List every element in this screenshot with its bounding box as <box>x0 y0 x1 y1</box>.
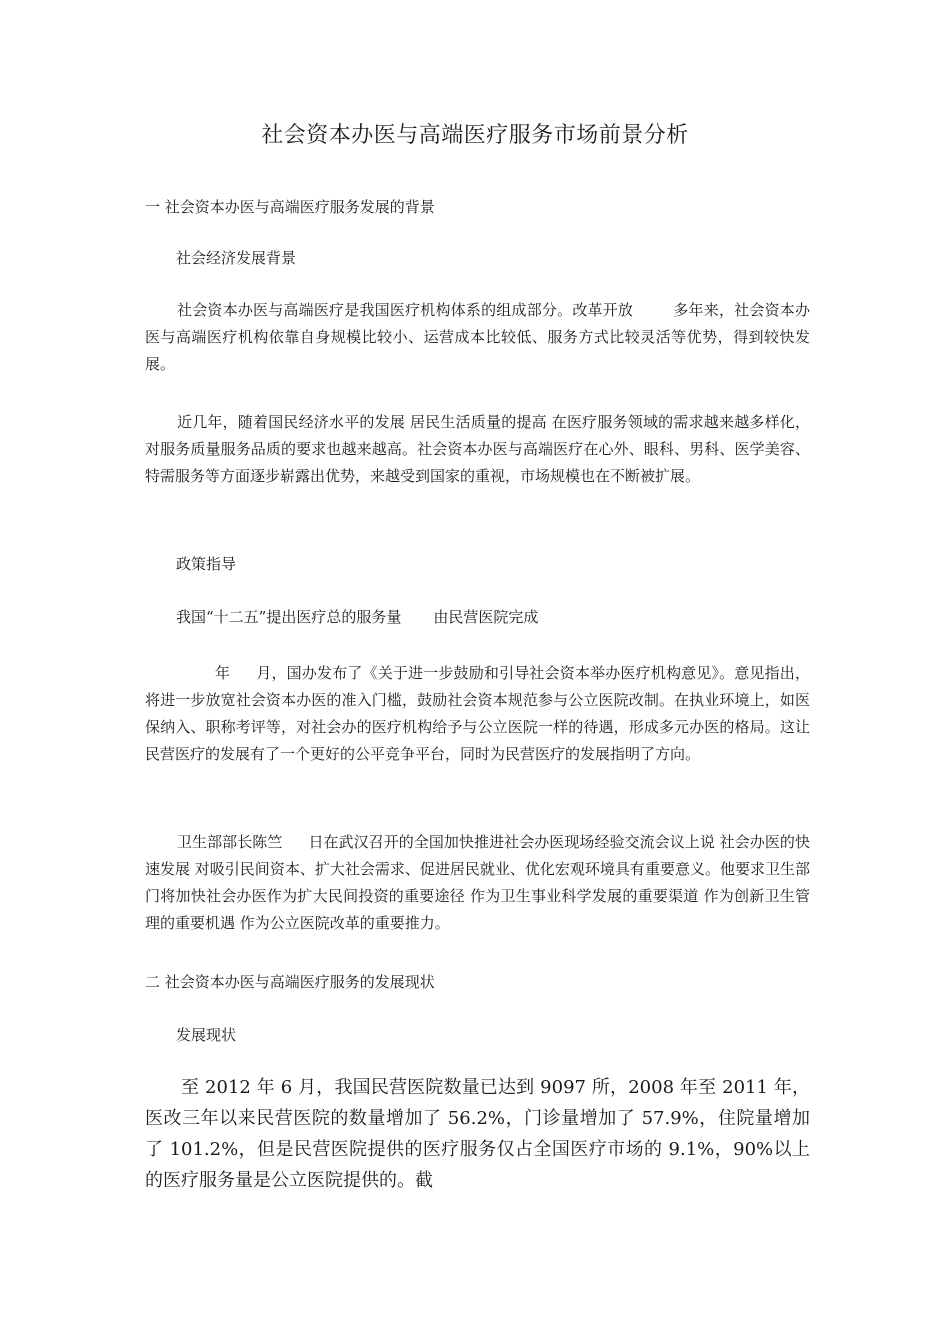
paragraph-intro <box>145 297 810 378</box>
document-title: 社会资本办医与高端医疗服务市场前景分析 <box>261 123 689 148</box>
paragraph-recent-years: 近几年，随着国民经济水平的发展 居民生活质量的提高 在医疗服务领域的需求越来越多样化，对服务质量服务品质的要求也越来越高。社会资本办医与高端医疗在心外、眼科、男科、医学美容、特需服务等方面逐步崭露出优势，来越受到国家的重视，市场规模也在不断被扩展。 <box>145 413 810 485</box>
paragraph-intro-part-b: 多年来，社会资本办医与高端医疗机构依靠自身规模比较小、运营成本比较低、服务方式比较灵活等优势，得到较快发展。 <box>145 301 810 373</box>
paragraph-state-council-year: 年 <box>215 664 231 682</box>
paragraph-intro-part-a: 社会资本办医与高端医疗是我国医疗机构体系的组成部分。改革开放 <box>177 301 634 319</box>
section-heading-2: 二 社会资本办医与高端医疗服务的发展现状 <box>145 973 435 991</box>
subheading-policy-guidance: 政策指导 <box>176 555 237 573</box>
paragraph-minister-part-a: 卫生部部长陈竺 <box>177 833 283 851</box>
policy-statement-part-b: 由民营医院完成 <box>433 608 539 626</box>
paragraph-minister <box>145 829 810 937</box>
paragraph-statistics: 至 2012 年 6 月，我国民营医院数量已达到 9097 所，2008 年至 2011 年，医改三年以来民营医院的数量增加了 56.2%，门诊量增加了 57.9%，住院量增加了 101.2%，但是民营医院提供的医疗服务仅占全国医疗市场的 9.1%，90%以上的医疗服务量是公立医院提供的。截 <box>145 1077 810 1191</box>
paragraph-state-council-body: 月，国办发布了《关于进一步鼓励和引导社会资本举办医疗机构意见》。意见指出，将进一步放宽社会资本办医的准入门槛，鼓励社会资本规范参与公立医院改制。在执业环境上，如医保纳入、职称考评等，对社会办的医疗机构给予与公立医院一样的待遇，形成多元办医的格局。这让民营医疗的发展有了一个更好的公平竞争平台，同时为民营医疗的发展指明了方向。 <box>145 664 810 763</box>
paragraph-state-council <box>145 660 810 768</box>
policy-statement <box>176 604 810 631</box>
paragraph-minister-part-b: 日在武汉召开的全国加快推进社会办医现场经验交流会议上说 社会办医的快速发展 对吸引民间资本、扩大社会需求、促进居民就业、优化宏观环境具有重要意义。他要求卫生部门将加快社会办医作为扩大民间投资的重要途径 作为卫生事业科学发展的重要渠道 作为创新卫生管理的重要机遇 作为公立医院改革的重要推力。 <box>145 833 810 932</box>
subheading-economic-background: 社会经济发展背景 <box>176 249 297 267</box>
subheading-current-status: 发展现状 <box>176 1026 237 1044</box>
policy-statement-part-a: 我国“十二五”提出医疗总的服务量 <box>176 608 402 626</box>
section-heading-1: 一 社会资本办医与高端医疗服务发展的背景 <box>145 198 435 216</box>
